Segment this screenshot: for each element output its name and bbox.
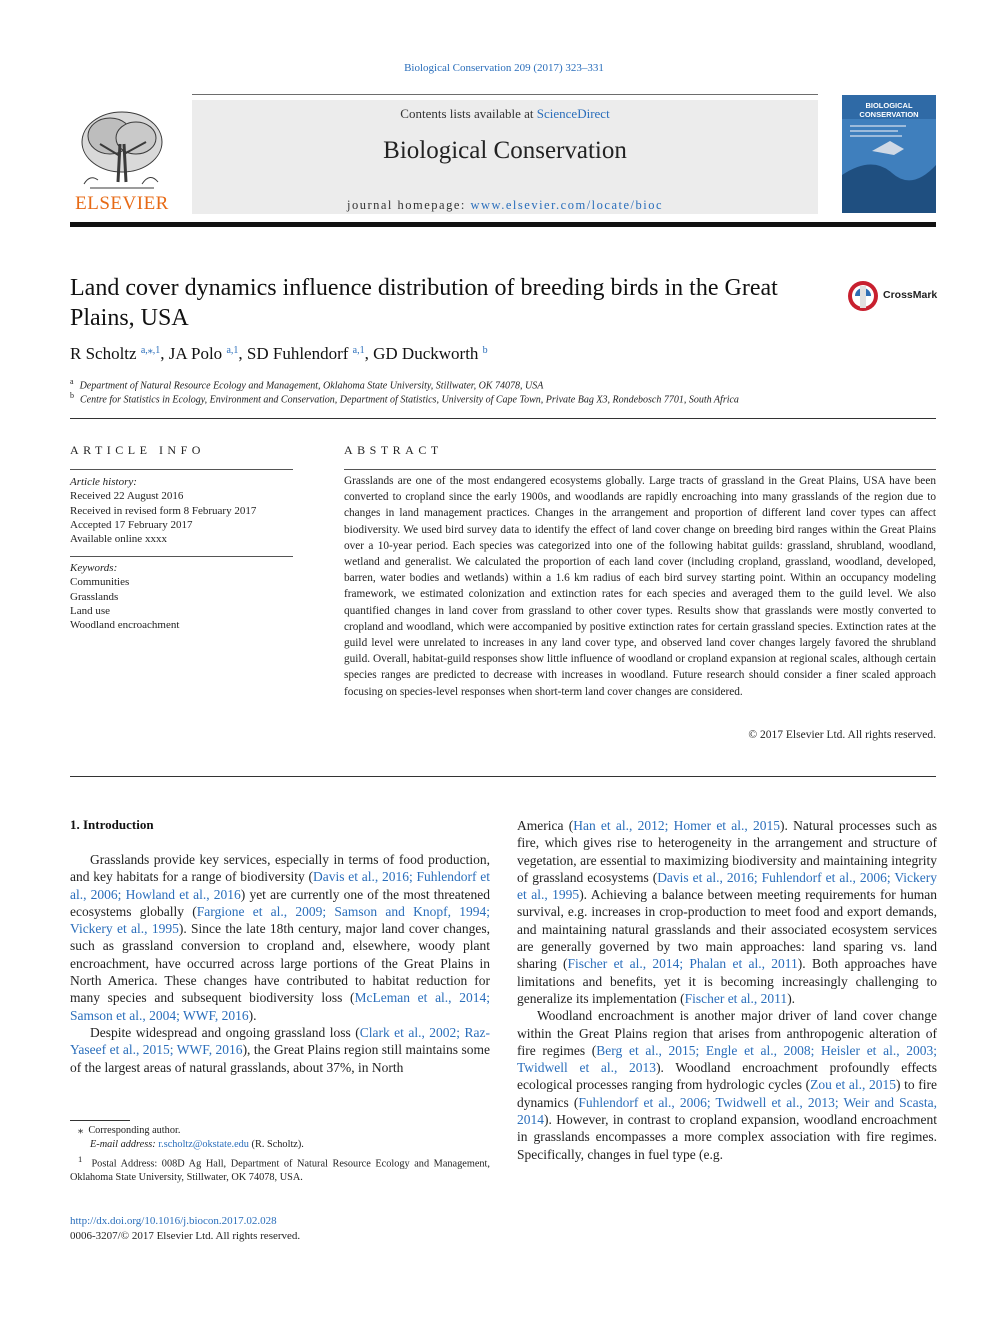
body-text: ) yet are currently one of the most threatened ecosystems globally ( (70, 886, 490, 919)
intro-paragraph-1 (70, 851, 490, 1024)
section-heading-introduction: 1. Introduction (70, 817, 154, 832)
affiliation-a (70, 377, 930, 391)
history-online: Available online xxxx (70, 533, 167, 546)
article-history (70, 475, 300, 546)
author-name[interactable]: , GD Duckworth (364, 344, 483, 363)
cover-art (842, 95, 936, 213)
citation-link[interactable]: Berg et al., 2015; Engle et al., 2008; Heisler et al., 2003; Twidwell et al., 2013 (517, 1042, 937, 1076)
journal-reference[interactable]: Biological Conservation 209 (2017) 323–331 (404, 62, 604, 74)
citation-link[interactable]: Fargione et al., 2009; Samson and Knopf, 1994; Vickery et al., 1995 (70, 903, 490, 937)
affiliation-divider (70, 418, 936, 419)
abstract-copyright: © 2017 Elsevier Ltd. All rights reserved. (748, 729, 936, 741)
keyword-item: Grasslands (70, 590, 119, 603)
author-affiliation-mark[interactable]: b (482, 345, 488, 356)
history-revised: Received in revised form 8 February 2017 (70, 504, 257, 517)
journal-cover-image[interactable] (842, 95, 936, 213)
author-name[interactable]: , JA Polo (160, 344, 227, 363)
footnote-postal (70, 1152, 490, 1185)
history-accepted: Accepted 17 February 2017 (70, 518, 193, 531)
body-text: America ( (517, 818, 574, 833)
footnote-mark: 1 (78, 1154, 83, 1164)
body-text: Woodland encroachment is another major driver of land cover change within the Great Plains region that arises from anthropogenic alteration of fire regimes ( (517, 1008, 937, 1058)
citation-link[interactable]: Davis et al., 2016; Fuhlendorf et al., 2006; Howland et al., 2016 (70, 869, 491, 902)
body-text: ), the Great Plains region still maintains some of the largest areas of natural grasslands, about 37%, in North (70, 1042, 490, 1075)
author-affiliation-mark[interactable]: a,⁎,1 (140, 345, 161, 356)
author-name[interactable]: , SD Fuhlendorf (238, 344, 353, 363)
homepage-link[interactable]: www.elsevier.com/locate/bioc (470, 198, 664, 212)
header-thick-rule (70, 222, 936, 227)
abstract-rule (344, 469, 936, 470)
author-list (70, 344, 488, 364)
history-received: Received 22 August 2016 (70, 490, 184, 503)
footnote-text: Postal Address: 008D Ag Hall, Department of Natural Resource Ecology and Management, Oklahoma State University, Stillwater, OK 74078, USA. (70, 1158, 490, 1184)
footnotes (70, 1124, 490, 1185)
keyword-item: Land use (70, 604, 111, 617)
body-text: ) to fire dynamics ( (517, 1077, 937, 1110)
contents-prefix: Contents lists available at (400, 106, 537, 121)
author-affiliation-mark[interactable]: a,1 (226, 345, 239, 356)
footnote-text: Corresponding author. (88, 1125, 181, 1136)
email-link[interactable]: r.scholtz@okstate.edu (158, 1139, 249, 1150)
body-text: ). Both approaches have limitations and benefits, yet it is becoming increasingly challenging to generalize its implementation ( (517, 956, 937, 1006)
elsevier-wordmark: ELSEVIER (75, 193, 169, 214)
keyword-item: Woodland encroachment (70, 619, 180, 632)
citation-link[interactable]: Zou et al., 2015 (810, 1077, 897, 1093)
keywords-block (70, 561, 300, 632)
author-name[interactable]: R Scholtz (70, 344, 141, 363)
body-text: ). Since the late 18th century, major land cover changes, such as grassland conversion to cropland and, elsewhere, woody plant encroachment, have occurred across large portions of the Great Plains in North America. These changes have contributed to habitat reduction for many species and subsequent biodiversity loss ( (70, 921, 491, 1006)
header-top-rule (192, 94, 818, 95)
homepage-prefix: journal homepage: (346, 198, 471, 212)
body-text: ). (248, 1007, 257, 1023)
footnote-corresponding (70, 1124, 490, 1138)
doi-block (70, 1214, 300, 1244)
intro-paragraph-3 (517, 817, 937, 1007)
citation-link[interactable]: Fischer et al., 2014; Phalan et al., 2011 (567, 956, 798, 972)
body-text: ). Woodland encroachment profoundly effects ecological processes ranging from hydrologic cycles ( (517, 1060, 937, 1093)
article-info-rule (70, 469, 293, 470)
body-text: ). Natural processes such as fire, which gives rise to heterogeneity in the arrangement and structure of vegetation, are essential to maximizing biodiversity and maintaining integrity of grassland ecosystems ( (517, 818, 938, 885)
affiliation-text: Centre for Statistics in Ecology, Environment and Conservation, Department of Statistics, University of Cape Town, Private Bag X3, Rondebosch 7701, South Africa (80, 394, 739, 406)
crossmark-label[interactable]: CrossMark (883, 289, 938, 301)
body-right-column (517, 817, 937, 1163)
sciencedirect-link[interactable]: ScienceDirect (536, 106, 610, 121)
email-suffix: (R. Scholtz). (248, 1139, 304, 1150)
citation-link[interactable]: Han et al., 2012; Homer et al., 2015 (573, 818, 781, 833)
intro-paragraph-4 (517, 1007, 937, 1163)
journal-homepage-line (192, 198, 818, 213)
citation-link[interactable]: Davis et al., 2016; Fuhlendorf et al., 2006; Vickery et al., 1995 (517, 869, 937, 903)
body-text: ). (787, 990, 796, 1006)
footnote-email (70, 1138, 490, 1152)
affiliation-text: Department of Natural Resource Ecology and Management, Oklahoma State University, Stillwater, OK 74078, USA (79, 380, 544, 392)
history-label: Article history: (70, 476, 137, 488)
keywords-label: Keywords: (70, 562, 118, 574)
article-info-heading: ARTICLE INFO (70, 443, 205, 457)
body-text: Despite widespread and ongoing grassland loss ( (90, 1024, 360, 1040)
keywords-rule (70, 556, 293, 557)
citation-link[interactable]: McLeman et al., 2014; Samson et al., 2004; WWF, 2016 (70, 990, 490, 1023)
email-label: E-mail address: (90, 1139, 159, 1150)
contents-lists-line (192, 106, 818, 122)
issn-copyright: 0006-3207/© 2017 Elsevier Ltd. All rights reserved. (70, 1230, 301, 1242)
affiliation-mark: a (70, 377, 74, 386)
body-text: ). Achieving a balance between meeting requirements for human survival, e.g. increases in crop-production to meet food and export demands, and maintaining natural grasslands and their associated ecosystem services are generally governed by two main approaches: land sparing vs. land sharing ( (517, 887, 937, 972)
author-affiliation-mark[interactable]: a,1 (352, 345, 365, 356)
body-text: Grasslands provide key services, especially in terms of food production, and key habitats for a range of biodiversity ( (70, 852, 490, 885)
body-left-column (70, 851, 490, 1076)
citation-link[interactable]: Clark et al., 2002; Raz-Yaseef et al., 2015; WWF, 2016 (70, 1024, 490, 1058)
abstract-text: Grasslands are one of the most endangered ecosystems globally. Large tracts of grassland in the Great Plains, USA have been converted to cropland since the early 1900s, and woodlands are rapidly encroaching into many grasslands of the region due to changes in land management practices. Changes in the arrangement and proportion of different land cover types can affect biodiversity. We used bird survey data to identify the effect of land cover change on breeding bird ranges within the Great Plains over a 10-year period. Each species was categorized into one of the following habitat guilds: grassland, shrubland, woodland, wetland and generalist. We calculated the proportion of each land cover (including cropland, grassland, woodland, developed, barren, water bodies and wetlands) within a 1.6 km radius of each bird survey starting point. Within an occupancy modeling framework, we estimated colonization and extinction rates for each species and averaged them to the guild level. We also quantified changes in land cover from grassland to other cover types. Results show that grasslands were mostly converted to cropland and woodland, which were accompanied by positive extinction rates for certain grassland species. Extinction rates at the guild level were unrelated to increases in any land cover type, and observed land cover changes largely favored the shrubland guild. Overall, habitat-guild responses show little influence of woodland or cropland expansion at regional scales, although certain species ranges are predicted to decrease with increases in woodland. Future research should consider a finer scaled approach focusing on species-level responses when short-term land cover changes are considered. (344, 475, 936, 698)
affiliation-b (70, 391, 930, 405)
doi-link[interactable]: http://dx.doi.org/10.1016/j.biocon.2017.02.028 (70, 1215, 277, 1227)
body-text: ). However, in contrast to cropland expansion, woodland encroachment in grasslands encompasses a more complex association with fire regimes. Specifically, changes in fuel type (e.g. (517, 1112, 937, 1162)
journal-name: Biological Conservation (383, 137, 627, 164)
citation-link[interactable]: Fischer et al., 2011 (684, 990, 788, 1006)
footnote-mark: ⁎ (78, 1125, 84, 1136)
crossmark-icon[interactable] (846, 279, 880, 313)
affiliation-mark: b (70, 391, 74, 400)
intro-paragraph-2 (70, 1024, 490, 1076)
cover-title: BIOLOGICAL CONSERVATION (859, 101, 919, 119)
abstract-heading: ABSTRACT (344, 443, 443, 457)
article-title: Land cover dynamics influence distribution of breeding birds in the Great Plains, USA (70, 275, 778, 331)
abstract-bottom-rule (70, 776, 936, 777)
citation-link[interactable]: Fuhlendorf et al., 2006; Twidwell et al., 2013; Weir and Scasta, 2014 (517, 1094, 937, 1128)
keyword-item: Communities (70, 576, 130, 589)
footnote-rule (70, 1120, 130, 1121)
